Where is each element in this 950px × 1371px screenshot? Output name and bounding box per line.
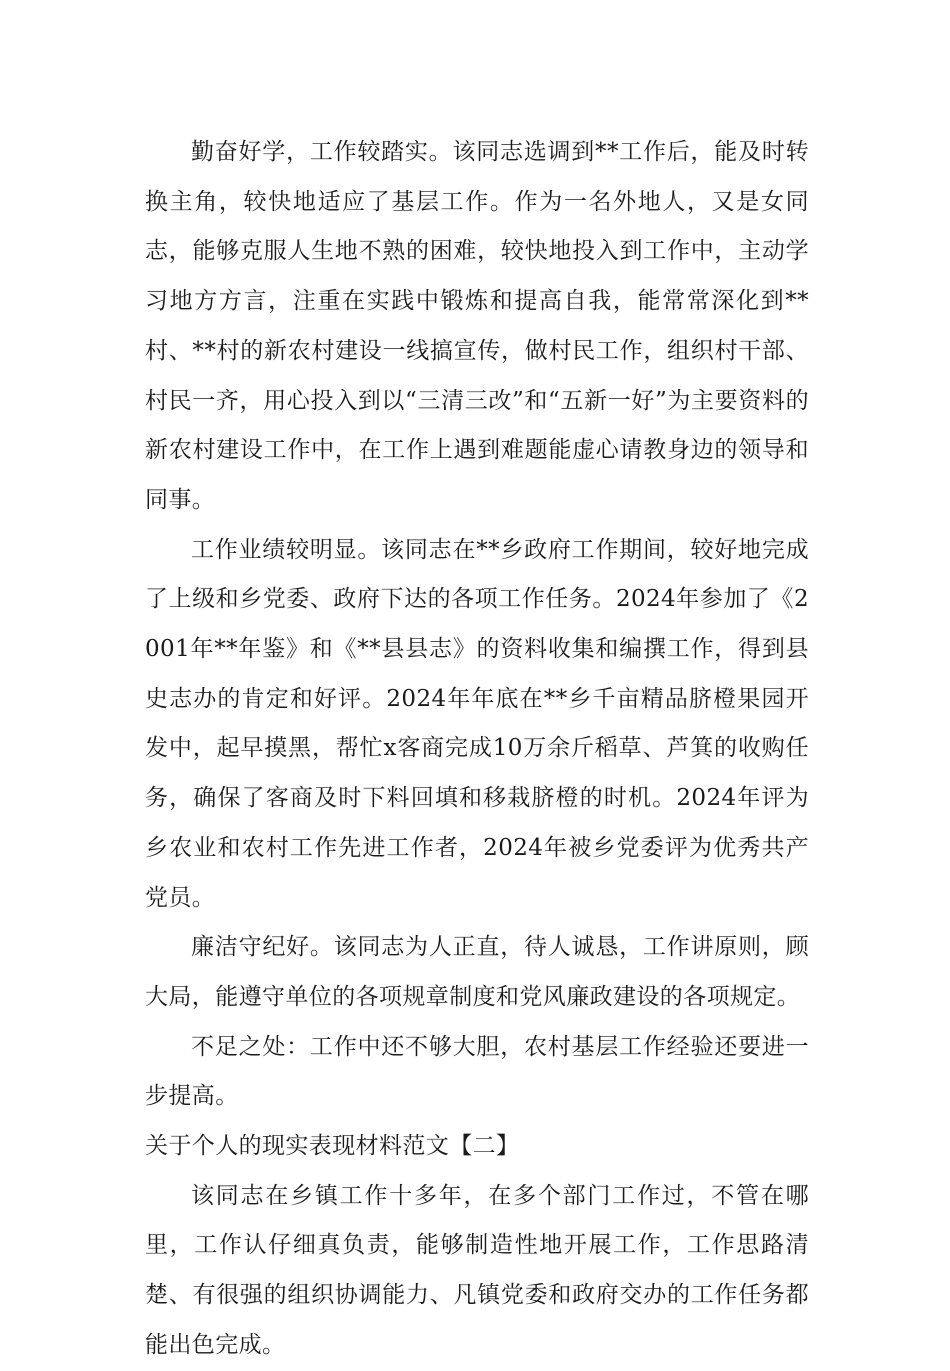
document-body	[145, 128, 809, 1371]
paragraph-diligence: 勤奋好学，工作较踏实。该同志选调到**工作后，能及时转换主角，较快地适应了基层工作。作为一名外地人，又是女同志，能够克服人生地不熟的困难，较快地投入到工作中，主动学习地方方言，注重在实践中锻炼和提高自我，能常常深化到**村、**村的新农村建设一线搞宣传，做村民工作，组织村干部、村民一齐，用心投入到以“三清三改”和“五新一好”为主要资料的新农村建设工作中，在工作上遇到难题能虚心请教身边的领导和同事。	[145, 139, 809, 513]
paragraph-section-two-intro: 该同志在乡镇工作十多年，在多个部门工作过，不管在哪里，工作认仔细真负责，能够制造性地开展工作，工作思路清楚、有很强的组织协调能力、凡镇党委和政府交办的工作任务都能出色完成。	[145, 1182, 809, 1358]
paragraph-integrity: 廉洁守纪好。该同志为人正直，待人诚恳，工作讲原则，顾大局，能遵守单位的各项规章制度和党风廉政建设的各项规定。	[145, 934, 809, 1010]
paragraph-achievements: 工作业绩较明显。该同志在**乡政府工作期间，较好地完成了上级和乡党委、政府下达的各项工作任务。2024年参加了《2001年**年鉴》和《**县县志》的资料收集和编撰工作，得到县史志办的肯定和好评。2024年年底在**乡千亩精品脐橙果园开发中，起早摸黑，帮忙x客商完成10万余斤稻草、芦箕的收购任务，确保了客商及时下料回填和移栽脐橙的时机。2024年评为乡农业和农村工作先进工作者，2024年被乡党委评为优秀共产党员。	[145, 536, 809, 911]
paragraph-shortcomings: 不足之处：工作中还不够大胆，农村基层工作经验还要进一步提高。	[145, 1033, 809, 1110]
section-heading: 关于个人的现实表现材料范文【二】	[145, 1133, 520, 1160]
